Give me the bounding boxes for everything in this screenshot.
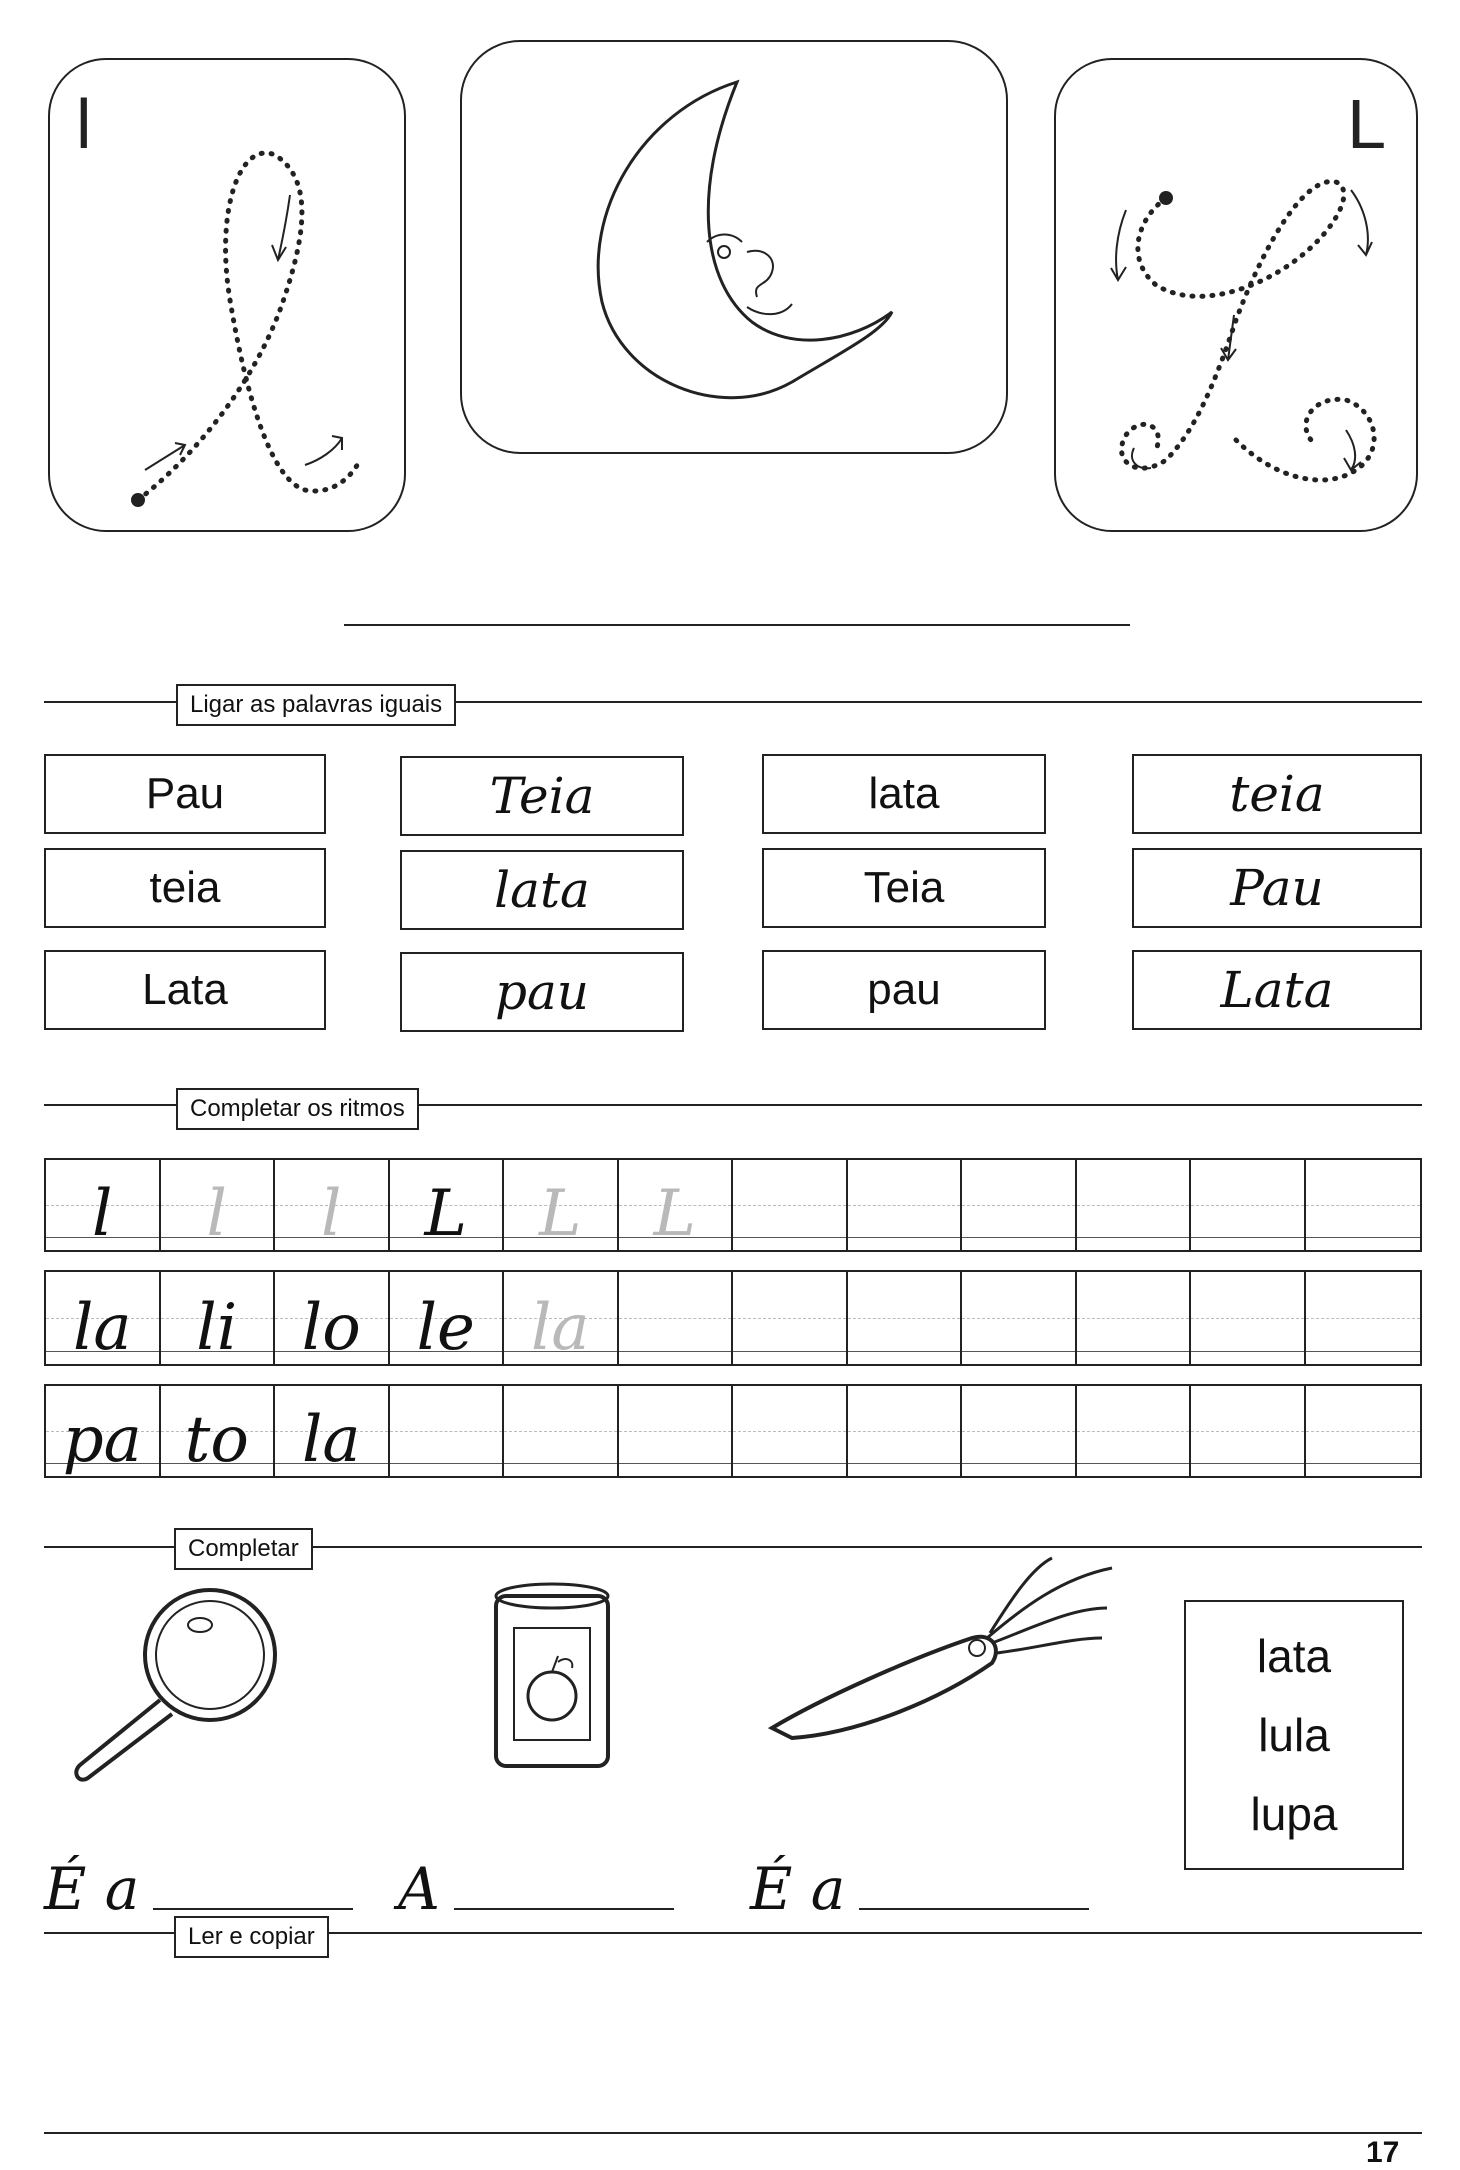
guide-baseline xyxy=(390,1463,503,1464)
rhythm-cell-text: la xyxy=(72,1291,132,1365)
rhythm-cell[interactable] xyxy=(848,1272,963,1364)
guide-baseline xyxy=(962,1351,1075,1352)
rhythm-cell[interactable] xyxy=(619,1272,734,1364)
guide-baseline xyxy=(848,1237,961,1238)
rhythm-cell[interactable] xyxy=(962,1386,1077,1476)
rhythm-cell[interactable] xyxy=(1306,1272,1421,1364)
guide-baseline xyxy=(848,1463,961,1464)
guide-baseline xyxy=(733,1237,846,1238)
guide-midline xyxy=(962,1318,1075,1319)
guide-midline xyxy=(1077,1205,1190,1206)
moon-face-icon xyxy=(462,42,1010,456)
print-letter-lowercase: l xyxy=(76,85,92,163)
rhythm-cell-text: L xyxy=(653,1177,696,1251)
guide-midline xyxy=(1306,1205,1421,1206)
guide-baseline xyxy=(1306,1351,1421,1352)
guide-midline xyxy=(733,1431,846,1432)
rhythm-cell[interactable] xyxy=(161,1160,276,1250)
section-label-ligar: Ligar as palavras iguais xyxy=(176,684,456,726)
rhythm-cell[interactable] xyxy=(1191,1272,1306,1364)
rhythm-cell[interactable] xyxy=(275,1386,390,1476)
word-bank-item: lula xyxy=(1258,1708,1330,1761)
rhythm-row-1 xyxy=(44,1158,1422,1252)
rhythm-cell[interactable] xyxy=(733,1160,848,1250)
guide-baseline xyxy=(962,1237,1075,1238)
guide-midline xyxy=(1077,1318,1190,1319)
rhythm-cell[interactable] xyxy=(848,1386,963,1476)
rhythm-cell-text: la xyxy=(530,1291,590,1365)
guide-midline xyxy=(390,1431,503,1432)
guide-midline xyxy=(1191,1205,1304,1206)
rhythm-cell[interactable] xyxy=(848,1160,963,1250)
guide-baseline xyxy=(1191,1351,1304,1352)
guide-midline xyxy=(1191,1318,1304,1319)
rhythm-cell[interactable] xyxy=(1306,1386,1421,1476)
dotted-cursive-l-icon xyxy=(50,60,408,534)
rhythm-cell[interactable] xyxy=(1077,1160,1192,1250)
rhythm-cell[interactable] xyxy=(161,1272,276,1364)
rhythm-cell[interactable] xyxy=(733,1272,848,1364)
match-word-box-cursive[interactable]: teia xyxy=(1132,754,1422,834)
rhythm-cell[interactable] xyxy=(1077,1272,1192,1364)
match-word-box-cursive[interactable]: Teia xyxy=(400,756,684,836)
rhythm-row-3 xyxy=(44,1384,1422,1478)
rhythm-cell[interactable] xyxy=(504,1272,619,1364)
rhythm-cell[interactable] xyxy=(619,1386,734,1476)
rhythm-cell-text: to xyxy=(184,1403,249,1477)
rhythm-cell-text: l xyxy=(206,1177,227,1251)
rhythm-cell-text: lo xyxy=(301,1291,361,1365)
guide-midline xyxy=(962,1205,1075,1206)
guide-baseline xyxy=(962,1463,1075,1464)
section-label-ler-copiar: Ler e copiar xyxy=(174,1916,329,1958)
guide-midline xyxy=(848,1318,961,1319)
guide-midline xyxy=(733,1318,846,1319)
guide-baseline xyxy=(1077,1351,1190,1352)
copy-writing-line[interactable] xyxy=(44,2132,1422,2134)
rhythm-cell[interactable] xyxy=(1191,1160,1306,1250)
rhythm-cell[interactable] xyxy=(275,1160,390,1250)
rhythm-row-2 xyxy=(44,1270,1422,1366)
rhythm-cell[interactable] xyxy=(390,1272,505,1364)
rhythm-cell[interactable] xyxy=(161,1386,276,1476)
word-bank-item: lata xyxy=(1256,1629,1332,1682)
rhythm-cell[interactable] xyxy=(46,1272,161,1364)
section-label-completar: Completar xyxy=(174,1528,313,1570)
rhythm-cell-text: l xyxy=(92,1177,113,1251)
letter-card-uppercase xyxy=(1054,58,1418,532)
guide-baseline xyxy=(1306,1463,1421,1464)
guide-baseline xyxy=(619,1463,732,1464)
guide-baseline xyxy=(504,1463,617,1464)
word-bank xyxy=(1184,1600,1404,1870)
fill-sentence-1 xyxy=(44,1855,353,1923)
guide-midline xyxy=(1306,1431,1421,1432)
name-writing-line[interactable] xyxy=(344,624,1130,626)
match-word-box-cursive[interactable]: Lata xyxy=(1132,950,1422,1030)
guide-baseline xyxy=(1077,1463,1190,1464)
rhythm-cell[interactable] xyxy=(1306,1160,1421,1250)
match-word-box-cursive[interactable]: lata xyxy=(400,850,684,930)
guide-midline xyxy=(733,1205,846,1206)
sentence-lead: A xyxy=(398,1855,440,1923)
guide-baseline xyxy=(733,1463,846,1464)
rhythm-cell[interactable] xyxy=(619,1160,734,1250)
rhythm-cell-text: la xyxy=(301,1403,361,1477)
rhythm-cell[interactable] xyxy=(962,1272,1077,1364)
fill-sentence-2 xyxy=(398,1855,674,1923)
moon-picture-card xyxy=(460,40,1008,454)
guide-midline xyxy=(504,1431,617,1432)
answer-blank[interactable] xyxy=(153,1908,353,1910)
rhythm-cell-text: l xyxy=(321,1177,342,1251)
rhythm-cell[interactable] xyxy=(733,1386,848,1476)
rhythm-cell[interactable] xyxy=(1191,1386,1306,1476)
guide-midline xyxy=(1191,1431,1304,1432)
fill-sentence-3 xyxy=(750,1855,1089,1923)
rhythm-cell[interactable] xyxy=(504,1160,619,1250)
guide-baseline xyxy=(1191,1463,1304,1464)
guide-midline xyxy=(848,1205,961,1206)
match-word-box-cursive[interactable]: Pau xyxy=(1132,848,1422,928)
sentence-lead: É a xyxy=(750,1855,846,1923)
rhythm-cell-text: L xyxy=(424,1177,467,1251)
guide-midline xyxy=(962,1431,1075,1432)
match-word-box-cursive[interactable]: pau xyxy=(400,952,684,1032)
squid-icon xyxy=(762,1548,1122,1748)
magnifying-glass-icon xyxy=(60,1580,300,1790)
rhythm-cell[interactable] xyxy=(390,1386,505,1476)
match-word-box[interactable]: pau xyxy=(762,950,1046,1030)
guide-midline xyxy=(1306,1318,1421,1319)
match-word-box[interactable]: lata xyxy=(762,754,1046,834)
match-word-box[interactable]: Pau xyxy=(44,754,326,834)
letter-card-lowercase xyxy=(48,58,406,532)
answer-blank[interactable] xyxy=(859,1908,1089,1910)
match-word-box[interactable]: teia xyxy=(44,848,326,928)
rhythm-cell-text: pa xyxy=(62,1403,142,1477)
rhythm-cell-text: L xyxy=(539,1177,582,1251)
rhythm-cell[interactable] xyxy=(1077,1386,1192,1476)
guide-baseline xyxy=(1191,1237,1304,1238)
answer-blank[interactable] xyxy=(454,1908,674,1910)
guide-midline xyxy=(619,1318,732,1319)
guide-baseline xyxy=(848,1351,961,1352)
sentence-lead: É a xyxy=(44,1855,140,1923)
rhythm-cell[interactable] xyxy=(962,1160,1077,1250)
rhythm-cell[interactable] xyxy=(46,1160,161,1250)
rhythm-cell-text: le xyxy=(416,1291,475,1365)
guide-baseline xyxy=(1306,1237,1421,1238)
rhythm-cell[interactable] xyxy=(504,1386,619,1476)
match-word-box[interactable]: Lata xyxy=(44,950,326,1030)
rhythm-cell-text: li xyxy=(196,1291,238,1365)
guide-baseline xyxy=(733,1351,846,1352)
dotted-cursive-L-icon xyxy=(1056,60,1420,534)
section-label-ritmos: Completar os ritmos xyxy=(176,1088,419,1130)
guide-midline xyxy=(848,1431,961,1432)
print-letter-uppercase: L xyxy=(1347,85,1386,163)
guide-midline xyxy=(1077,1431,1190,1432)
can-icon xyxy=(488,1576,618,1776)
guide-midline xyxy=(619,1431,732,1432)
page-number: 17 xyxy=(1366,2136,1400,2169)
rhythm-cell[interactable] xyxy=(275,1272,390,1364)
rhythm-cell[interactable] xyxy=(46,1386,161,1476)
guide-baseline xyxy=(619,1351,732,1352)
guide-baseline xyxy=(1077,1237,1190,1238)
match-word-box[interactable]: Teia xyxy=(762,848,1046,928)
word-bank-item: lupa xyxy=(1250,1788,1338,1841)
rhythm-cell[interactable] xyxy=(390,1160,505,1250)
